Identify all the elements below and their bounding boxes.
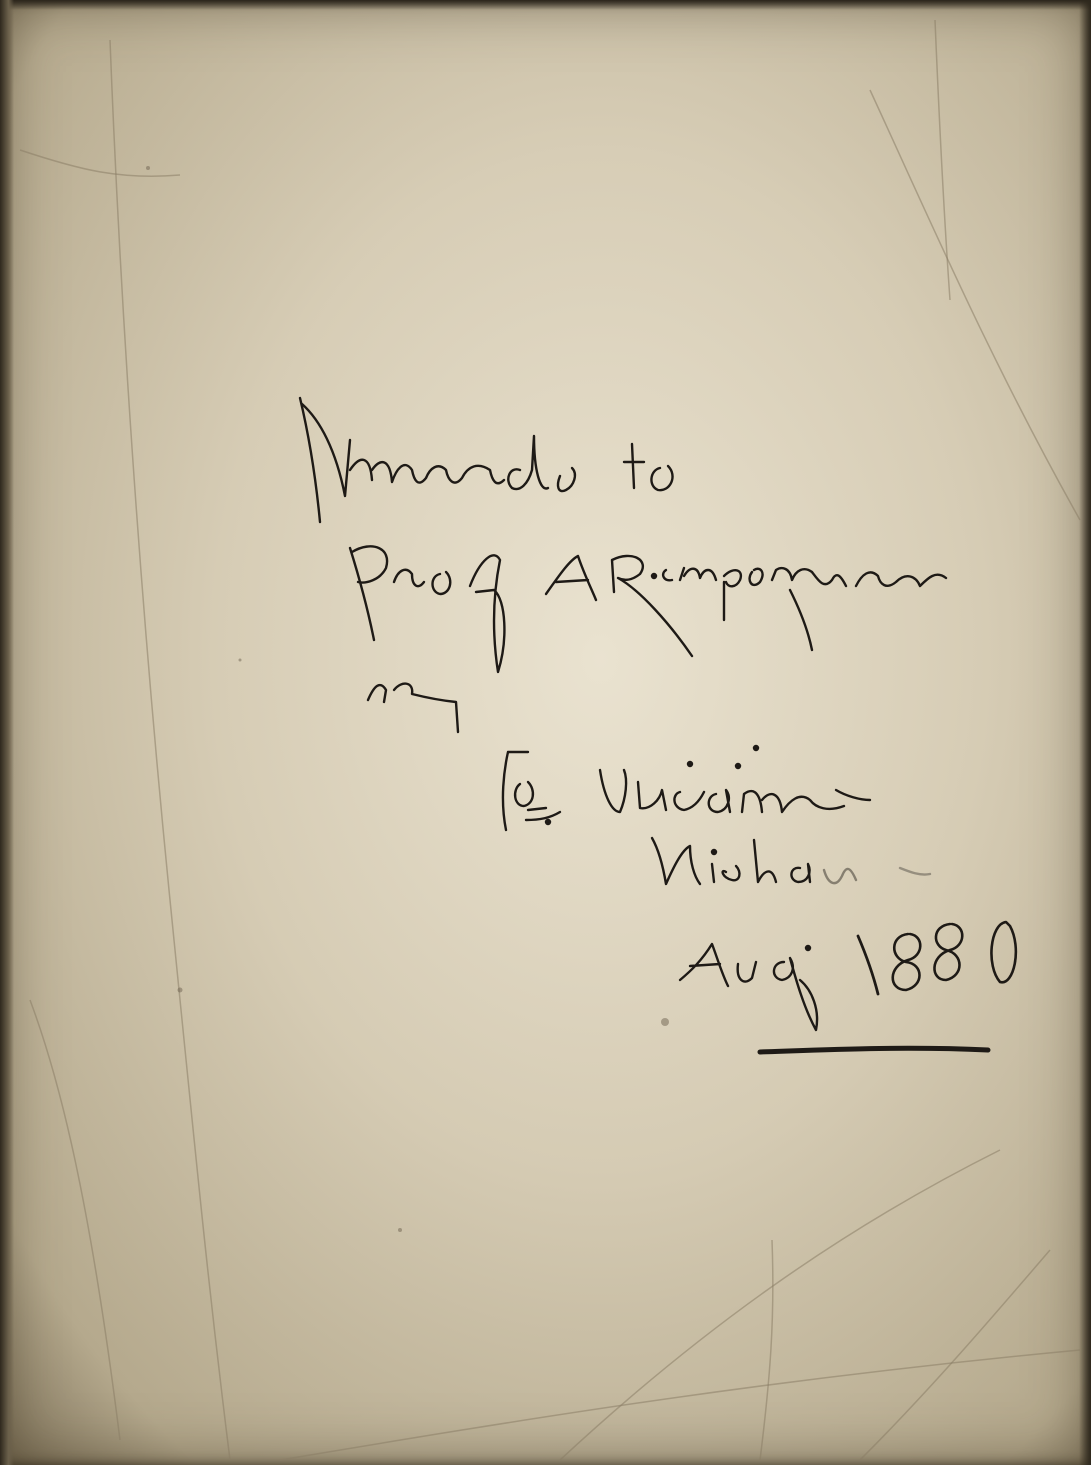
inscription-line-5-strokes (652, 838, 930, 884)
inscription-underline (760, 1048, 988, 1052)
inscription-line-2-strokes (350, 546, 946, 672)
inscription-line-4-strokes (503, 746, 870, 830)
inscription-line-3-strokes (368, 684, 458, 732)
inscription-line-1-strokes (300, 398, 673, 522)
inscription-line-6-strokes (680, 922, 1016, 1030)
